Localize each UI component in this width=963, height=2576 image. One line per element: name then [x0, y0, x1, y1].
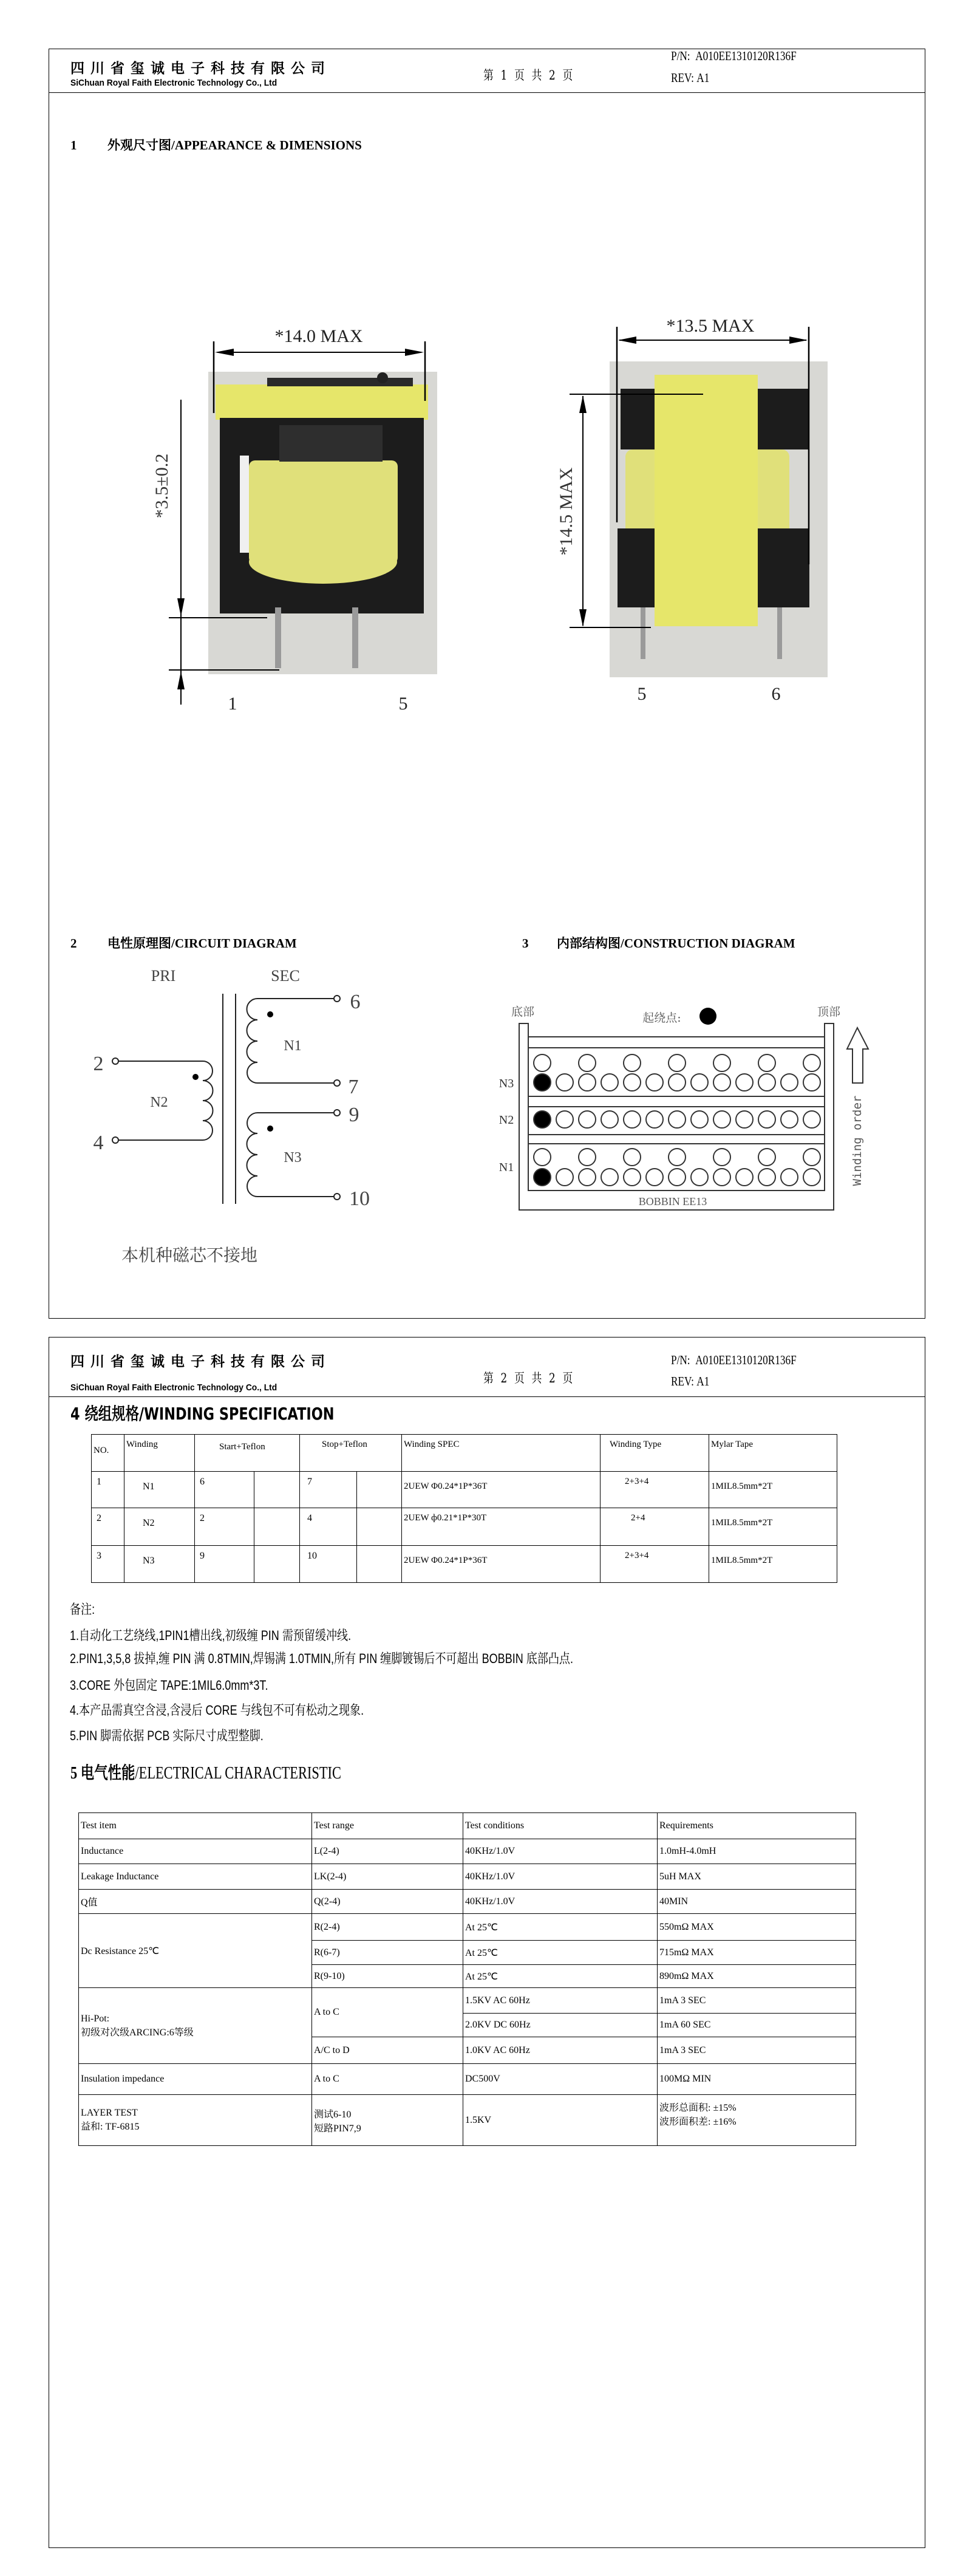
- wire-n3-lower: [713, 1074, 730, 1091]
- core-top: [216, 384, 428, 420]
- n3-polarity-dot: [267, 1126, 273, 1132]
- top-side-label: 顶部: [817, 1005, 841, 1019]
- cell-start: 9: [195, 1546, 254, 1583]
- layer-label-n2: N2: [499, 1113, 514, 1127]
- wire-n3-lower: [601, 1074, 618, 1091]
- revision-p2: [671, 1374, 771, 1389]
- cell-start: 6: [195, 1472, 254, 1508]
- cell-cond: At 25℃: [463, 1965, 658, 1988]
- side-width-dimension: *13.5 MAX: [666, 316, 755, 336]
- cell-stop-teflon: [357, 1472, 402, 1508]
- pri-label: PRI: [151, 967, 176, 985]
- cell-item: Q值: [79, 1890, 312, 1914]
- n1-polarity-dot: [267, 1011, 273, 1017]
- note-1: 1.自动化工艺绕线,1PIN1槽出线,初级缠 PIN 需预留缓冲线.: [70, 1628, 352, 1643]
- note-5: 5.PIN 脚需依据 PCB 实际尺寸成型整脚.: [70, 1728, 264, 1743]
- col-test-range: Test range: [312, 1813, 463, 1839]
- sec-label: SEC: [271, 967, 300, 985]
- winding-order-arrow-icon: [847, 1028, 868, 1083]
- cell-item: [79, 2095, 312, 2146]
- section-2-heading: [70, 934, 297, 952]
- pin-5: [352, 607, 358, 668]
- layer-req-line2: 波形面积差: ±16%: [659, 2117, 737, 2127]
- part-number-value: A010EE1310120R136F: [695, 49, 797, 63]
- table-header-row: [92, 1435, 837, 1472]
- cell-item: Dc Resistance 25℃: [79, 1914, 312, 1988]
- cell-range: R(6-7): [312, 1941, 463, 1965]
- layer-label-n3: N3: [499, 1077, 514, 1090]
- winding-order-label: Winding order: [851, 1095, 864, 1186]
- section-3-heading: [522, 934, 795, 952]
- pin-6: [777, 607, 782, 659]
- pin-10-label: 10: [349, 1187, 370, 1210]
- cell-req: 1mA 3 SEC: [658, 1988, 856, 2014]
- wire-n1-upper: [758, 1149, 775, 1166]
- note-2: 2.PIN1,3,5,8 拔掉,缠 PIN 满 0.8TMIN,焊锡满 1.0TMIN,所有 PIN 缠脚镀锡后不可超出 BOBBIN 底部凸点.: [70, 1651, 573, 1666]
- table-row: [79, 2095, 856, 2146]
- cell-item: [79, 1988, 312, 2064]
- electrical-table: [78, 1812, 856, 2146]
- cell-req: 1mA 3 SEC: [658, 2037, 856, 2064]
- start-point-legend-dot: [699, 1008, 716, 1025]
- cell-range: A to C: [312, 2064, 463, 2095]
- wire-n2: [758, 1111, 775, 1128]
- section-1-number: 1: [70, 138, 77, 152]
- pin-5: [641, 607, 645, 659]
- bottom-side-label: 底部: [511, 1005, 535, 1019]
- wire-n1-upper: [534, 1149, 551, 1166]
- cell-no: 2: [92, 1508, 124, 1546]
- front-width-dimension: *14.0 MAX: [274, 326, 363, 346]
- cell-type: 2+4: [601, 1508, 709, 1546]
- cell-req: 1.0mH-4.0mH: [658, 1839, 856, 1864]
- wire-n3-lower: [624, 1074, 641, 1091]
- wire-n3-lower: [579, 1074, 596, 1091]
- wire-n2: [736, 1111, 753, 1128]
- n2-label: N2: [150, 1095, 168, 1110]
- page-number-p2: 第 2 页 共 2 页: [483, 1371, 575, 1385]
- pin-4-label: 4: [93, 1132, 104, 1154]
- cell-range: Q(2-4): [312, 1890, 463, 1914]
- cell-cond: At 25℃: [463, 1941, 658, 1965]
- col-winding: Winding: [124, 1435, 195, 1472]
- wire-n3-lower: [736, 1074, 753, 1091]
- start-point-wire: [534, 1074, 551, 1091]
- table-row: [79, 1839, 856, 1864]
- layer-range-line2: 短路PIN7,9: [314, 2123, 361, 2134]
- cell-item: Leakage Inductance: [79, 1864, 312, 1890]
- cell-stop-teflon: [357, 1508, 402, 1546]
- section-3-number: 3: [522, 936, 529, 951]
- layer-range-line1: 测试6-10: [314, 2109, 352, 2120]
- section-3-title-en: /CONSTRUCTION DIAGRAM: [621, 936, 795, 951]
- wire-n3-upper: [624, 1054, 641, 1071]
- layer-test-title: LAYER TEST: [81, 2108, 138, 2118]
- wire-n1-lower: [579, 1169, 596, 1186]
- company-name-en-p2: SiChuan Royal Faith Electronic Technology Co., Ltd: [70, 1382, 277, 1393]
- winding-spec-table: [91, 1434, 837, 1583]
- cell-cond: 40KHz/1.0V: [463, 1864, 658, 1890]
- cell-item: Insulation impedance: [79, 2064, 312, 2095]
- col-spec: Winding SPEC: [402, 1435, 601, 1472]
- wire-n2: [691, 1111, 708, 1128]
- pin-9-label: 9: [349, 1104, 359, 1126]
- cell-winding: N2: [124, 1508, 195, 1546]
- page-2-header-divider: [49, 1396, 925, 1397]
- wire-n3-upper: [803, 1054, 820, 1071]
- table-row: [92, 1546, 837, 1583]
- wire-n3-upper: [579, 1054, 596, 1071]
- company-name-en: SiChuan Royal Faith Electronic Technology Co., Ltd: [70, 78, 277, 88]
- part-number: [671, 49, 797, 64]
- cell-type: 2+3+4: [601, 1546, 709, 1583]
- cell-item: Inductance: [79, 1839, 312, 1864]
- wire-n1-lower: [691, 1169, 708, 1186]
- hipot-subtitle: 初级对次级ARCING:6等级: [81, 2027, 194, 2038]
- pin-6-label: 6: [350, 991, 361, 1013]
- table-row: [92, 1508, 837, 1546]
- core-ground-note: 本机种磁芯不接地: [121, 1245, 258, 1265]
- table-header-row: [79, 1813, 856, 1839]
- notes-title: 备注:: [70, 1602, 95, 1617]
- layer-label-n1: N1: [499, 1161, 514, 1174]
- wire-n3-lower: [669, 1074, 686, 1091]
- cell-cond: 1.5KV AC 60Hz: [463, 1988, 658, 2014]
- section-1-title-cn: 外观尺寸图: [107, 138, 171, 152]
- cell-req: 890mΩ MAX: [658, 1965, 856, 1988]
- col-no: NO.: [92, 1435, 124, 1472]
- n2-polarity-dot: [192, 1074, 199, 1080]
- wire-n2: [669, 1111, 686, 1128]
- side-pin-5-label: 5: [637, 684, 647, 704]
- col-tape: Mylar Tape: [709, 1435, 837, 1472]
- cell-range: R(2-4): [312, 1914, 463, 1941]
- table-row: [79, 2064, 856, 2095]
- wire-n1-upper: [803, 1149, 820, 1166]
- cell-spec: 2UEW ф0.21*1P*30T: [402, 1508, 601, 1546]
- section-5-title-cn: 电气性能: [80, 1763, 135, 1783]
- part-number-label: P/N:: [671, 1353, 690, 1367]
- cell-stop: 4: [300, 1508, 357, 1546]
- revision-label: REV:: [671, 70, 694, 85]
- col-requirements: Requirements: [658, 1813, 856, 1839]
- section-5-number: 5: [70, 1764, 78, 1783]
- section-2-title-en: /CIRCUIT DIAGRAM: [171, 936, 297, 951]
- bobbin-top-left: [621, 389, 657, 449]
- wire-n1-lower: [803, 1169, 820, 1186]
- side-height-dimension: *14.5 MAX: [556, 467, 576, 556]
- section-4-heading: 4 绕组规格/WINDING SPECIFICATION: [70, 1404, 335, 1424]
- cell-no: 3: [92, 1546, 124, 1583]
- wire-n1-lower: [736, 1169, 753, 1186]
- wire-cross-sections: [534, 1054, 820, 1186]
- front-view-drawing: [152, 304, 455, 717]
- wire-n1-lower: [556, 1169, 573, 1186]
- wire-n1-lower: [713, 1169, 730, 1186]
- front-pin-1-label: 1: [228, 694, 237, 714]
- col-type: Winding Type: [601, 1435, 709, 1472]
- bobbin-bottom-right: [758, 528, 809, 607]
- cell-start-teflon: [254, 1508, 300, 1546]
- section-1-heading: [70, 135, 362, 154]
- cell-cond: 1.5KV: [463, 2095, 658, 2146]
- cell-req: [658, 2095, 856, 2146]
- front-pin-5-label: 5: [398, 694, 408, 714]
- col-start: Start+Teflon: [195, 1435, 300, 1472]
- cell-spec: 2UEW Φ0.24*1P*36T: [402, 1546, 601, 1583]
- wire-n2: [713, 1111, 730, 1128]
- wire-n1-lower: [624, 1169, 641, 1186]
- wire-n3-upper: [713, 1054, 730, 1071]
- wire-n2: [781, 1111, 798, 1128]
- part-number-p2: [671, 1353, 797, 1368]
- wire-n2: [556, 1111, 573, 1128]
- table-row: [79, 1890, 856, 1914]
- wire-n2: [624, 1111, 641, 1128]
- side-pin-6-label: 6: [771, 684, 781, 704]
- wire-n3-lower: [556, 1074, 573, 1091]
- cell-start-teflon: [254, 1472, 300, 1508]
- wire-n1-lower: [758, 1169, 775, 1186]
- n1-label: N1: [284, 1038, 302, 1054]
- wire-n1-lower: [646, 1169, 663, 1186]
- cell-cond: At 25℃: [463, 1914, 658, 1941]
- front-pin-length-dimension: *3.5±0.2: [152, 453, 172, 519]
- pin-1: [275, 607, 281, 668]
- pin-7-label: 7: [348, 1076, 359, 1098]
- cell-stop: 10: [300, 1546, 357, 1583]
- layer-req-line1: 波形总面积: ±15%: [659, 2103, 737, 2113]
- company-name-cn-p2: 四川省玺诚电子科技有限公司: [70, 1354, 331, 1370]
- wire-n3-lower: [758, 1074, 775, 1091]
- cell-range: A/C to D: [312, 2037, 463, 2064]
- section-2-title-cn: 电性原理图: [107, 936, 171, 951]
- wire-n1-upper: [579, 1149, 596, 1166]
- cell-winding: N1: [124, 1472, 195, 1508]
- wire-n1-upper: [624, 1149, 641, 1166]
- part-number-label: P/N:: [671, 49, 690, 63]
- cell-stop-teflon: [357, 1546, 402, 1583]
- col-test-item: Test item: [79, 1813, 312, 1839]
- cell-range: A to C: [312, 1988, 463, 2037]
- cell-range: R(9-10): [312, 1965, 463, 1988]
- cell-cond: 1.0KV AC 60Hz: [463, 2037, 658, 2064]
- bobbin-type-label: BOBBIN EE13: [638, 1195, 707, 1208]
- cell-spec: 2UEW Φ0.24*1P*36T: [402, 1472, 601, 1508]
- col-test-conditions: Test conditions: [463, 1813, 658, 1839]
- table-row: [79, 1914, 856, 1941]
- wire-n1-lower: [781, 1169, 798, 1186]
- page-number: 第 1 页 共 2 页: [483, 68, 575, 83]
- wire-n2: [579, 1111, 596, 1128]
- core-block: [655, 375, 758, 626]
- table-row: [92, 1472, 837, 1508]
- cell-winding: N3: [124, 1546, 195, 1583]
- revision-label: REV:: [671, 1374, 694, 1389]
- cell-tape: 1MIL8.5mm*2T: [709, 1472, 837, 1508]
- wire-n3-lower: [691, 1074, 708, 1091]
- wire-n3-lower: [781, 1074, 798, 1091]
- cell-tape: 1MIL8.5mm*2T: [709, 1508, 837, 1546]
- cell-type: 2+3+4: [601, 1472, 709, 1508]
- layer-test-tester: 益和: TF-6815: [81, 2122, 140, 2132]
- wire-n1-upper: [713, 1149, 730, 1166]
- revision-value: A1: [696, 1374, 710, 1389]
- cell-stop: 7: [300, 1472, 357, 1508]
- cell-req: 550mΩ MAX: [658, 1914, 856, 1941]
- pin-2-label: 2: [93, 1053, 104, 1075]
- wire-n1-lower: [669, 1169, 686, 1186]
- revision-p2-clip: [671, 1374, 792, 1396]
- col-stop: Stop+Teflon: [300, 1435, 402, 1472]
- wire-n3-upper: [669, 1054, 686, 1071]
- cell-range: [312, 2095, 463, 2146]
- n3-label: N3: [284, 1150, 302, 1166]
- wire-n3-upper: [758, 1054, 775, 1071]
- cell-no: 1: [92, 1472, 124, 1508]
- cell-tape: 1MIL8.5mm*2T: [709, 1546, 837, 1583]
- start-point-label: 起绕点:: [642, 1011, 681, 1025]
- cell-cond: 40KHz/1.0V: [463, 1839, 658, 1864]
- cell-cond: 40KHz/1.0V: [463, 1890, 658, 1914]
- cell-req: 5uH MAX: [658, 1864, 856, 1890]
- section-2-number: 2: [70, 936, 77, 951]
- wire-n2: [646, 1111, 663, 1128]
- table-row: [79, 1864, 856, 1890]
- cell-range: L(2-4): [312, 1839, 463, 1864]
- table-row: [79, 1988, 856, 2014]
- part-number-value: A010EE1310120R136F: [695, 1353, 797, 1367]
- page-1-header-divider: [49, 92, 925, 93]
- wire-n3-lower: [803, 1074, 820, 1091]
- section-5-heading: [70, 1760, 341, 1784]
- cell-req: 100MΩ MIN: [658, 2064, 856, 2095]
- circuit-diagram: [73, 960, 389, 1276]
- cell-start: 2: [195, 1508, 254, 1546]
- cell-req: 1mA 60 SEC: [658, 2014, 856, 2037]
- side-view-drawing: [546, 304, 850, 717]
- cell-cond: 2.0KV DC 60Hz: [463, 2014, 658, 2037]
- section-3-title-cn: 内部结构图: [557, 936, 621, 951]
- start-point-wire: [534, 1111, 551, 1128]
- wire-n1-lower: [601, 1169, 618, 1186]
- bobbin-top-right: [758, 389, 809, 449]
- wire-n2: [803, 1111, 820, 1128]
- cell-range: LK(2-4): [312, 1864, 463, 1890]
- cell-req: 715mΩ MAX: [658, 1941, 856, 1965]
- revision-value: A1: [696, 70, 710, 85]
- revision: [671, 70, 709, 86]
- note-3: 3.CORE 外包固定 TAPE:1MIL6.0mm*3T.: [70, 1678, 268, 1693]
- bobbin-dark-top: [267, 378, 413, 386]
- wire-n3-upper: [534, 1054, 551, 1071]
- wire-n2: [601, 1111, 618, 1128]
- section-1-title-en: /APPEARANCE & DIMENSIONS: [171, 138, 362, 152]
- wire-n3-lower: [646, 1074, 663, 1091]
- bobbin-bottom-left: [618, 528, 657, 607]
- cell-cond: DC500V: [463, 2064, 658, 2095]
- company-name-cn: 四川省玺诚电子科技有限公司: [70, 61, 331, 77]
- cell-start-teflon: [254, 1546, 300, 1583]
- wire-n1-upper: [669, 1149, 686, 1166]
- construction-diagram: [498, 996, 886, 1227]
- section-5-title-en: /ELECTRICAL CHARACTERISTIC: [135, 1764, 341, 1783]
- note-4: 4.本产品需真空含浸,含浸后 CORE 与线包不可有松动之现象.: [70, 1703, 364, 1718]
- hipot-title: Hi-Pot:: [81, 2013, 110, 2024]
- cell-req: 40MIN: [658, 1890, 856, 1914]
- start-point-wire: [534, 1169, 551, 1186]
